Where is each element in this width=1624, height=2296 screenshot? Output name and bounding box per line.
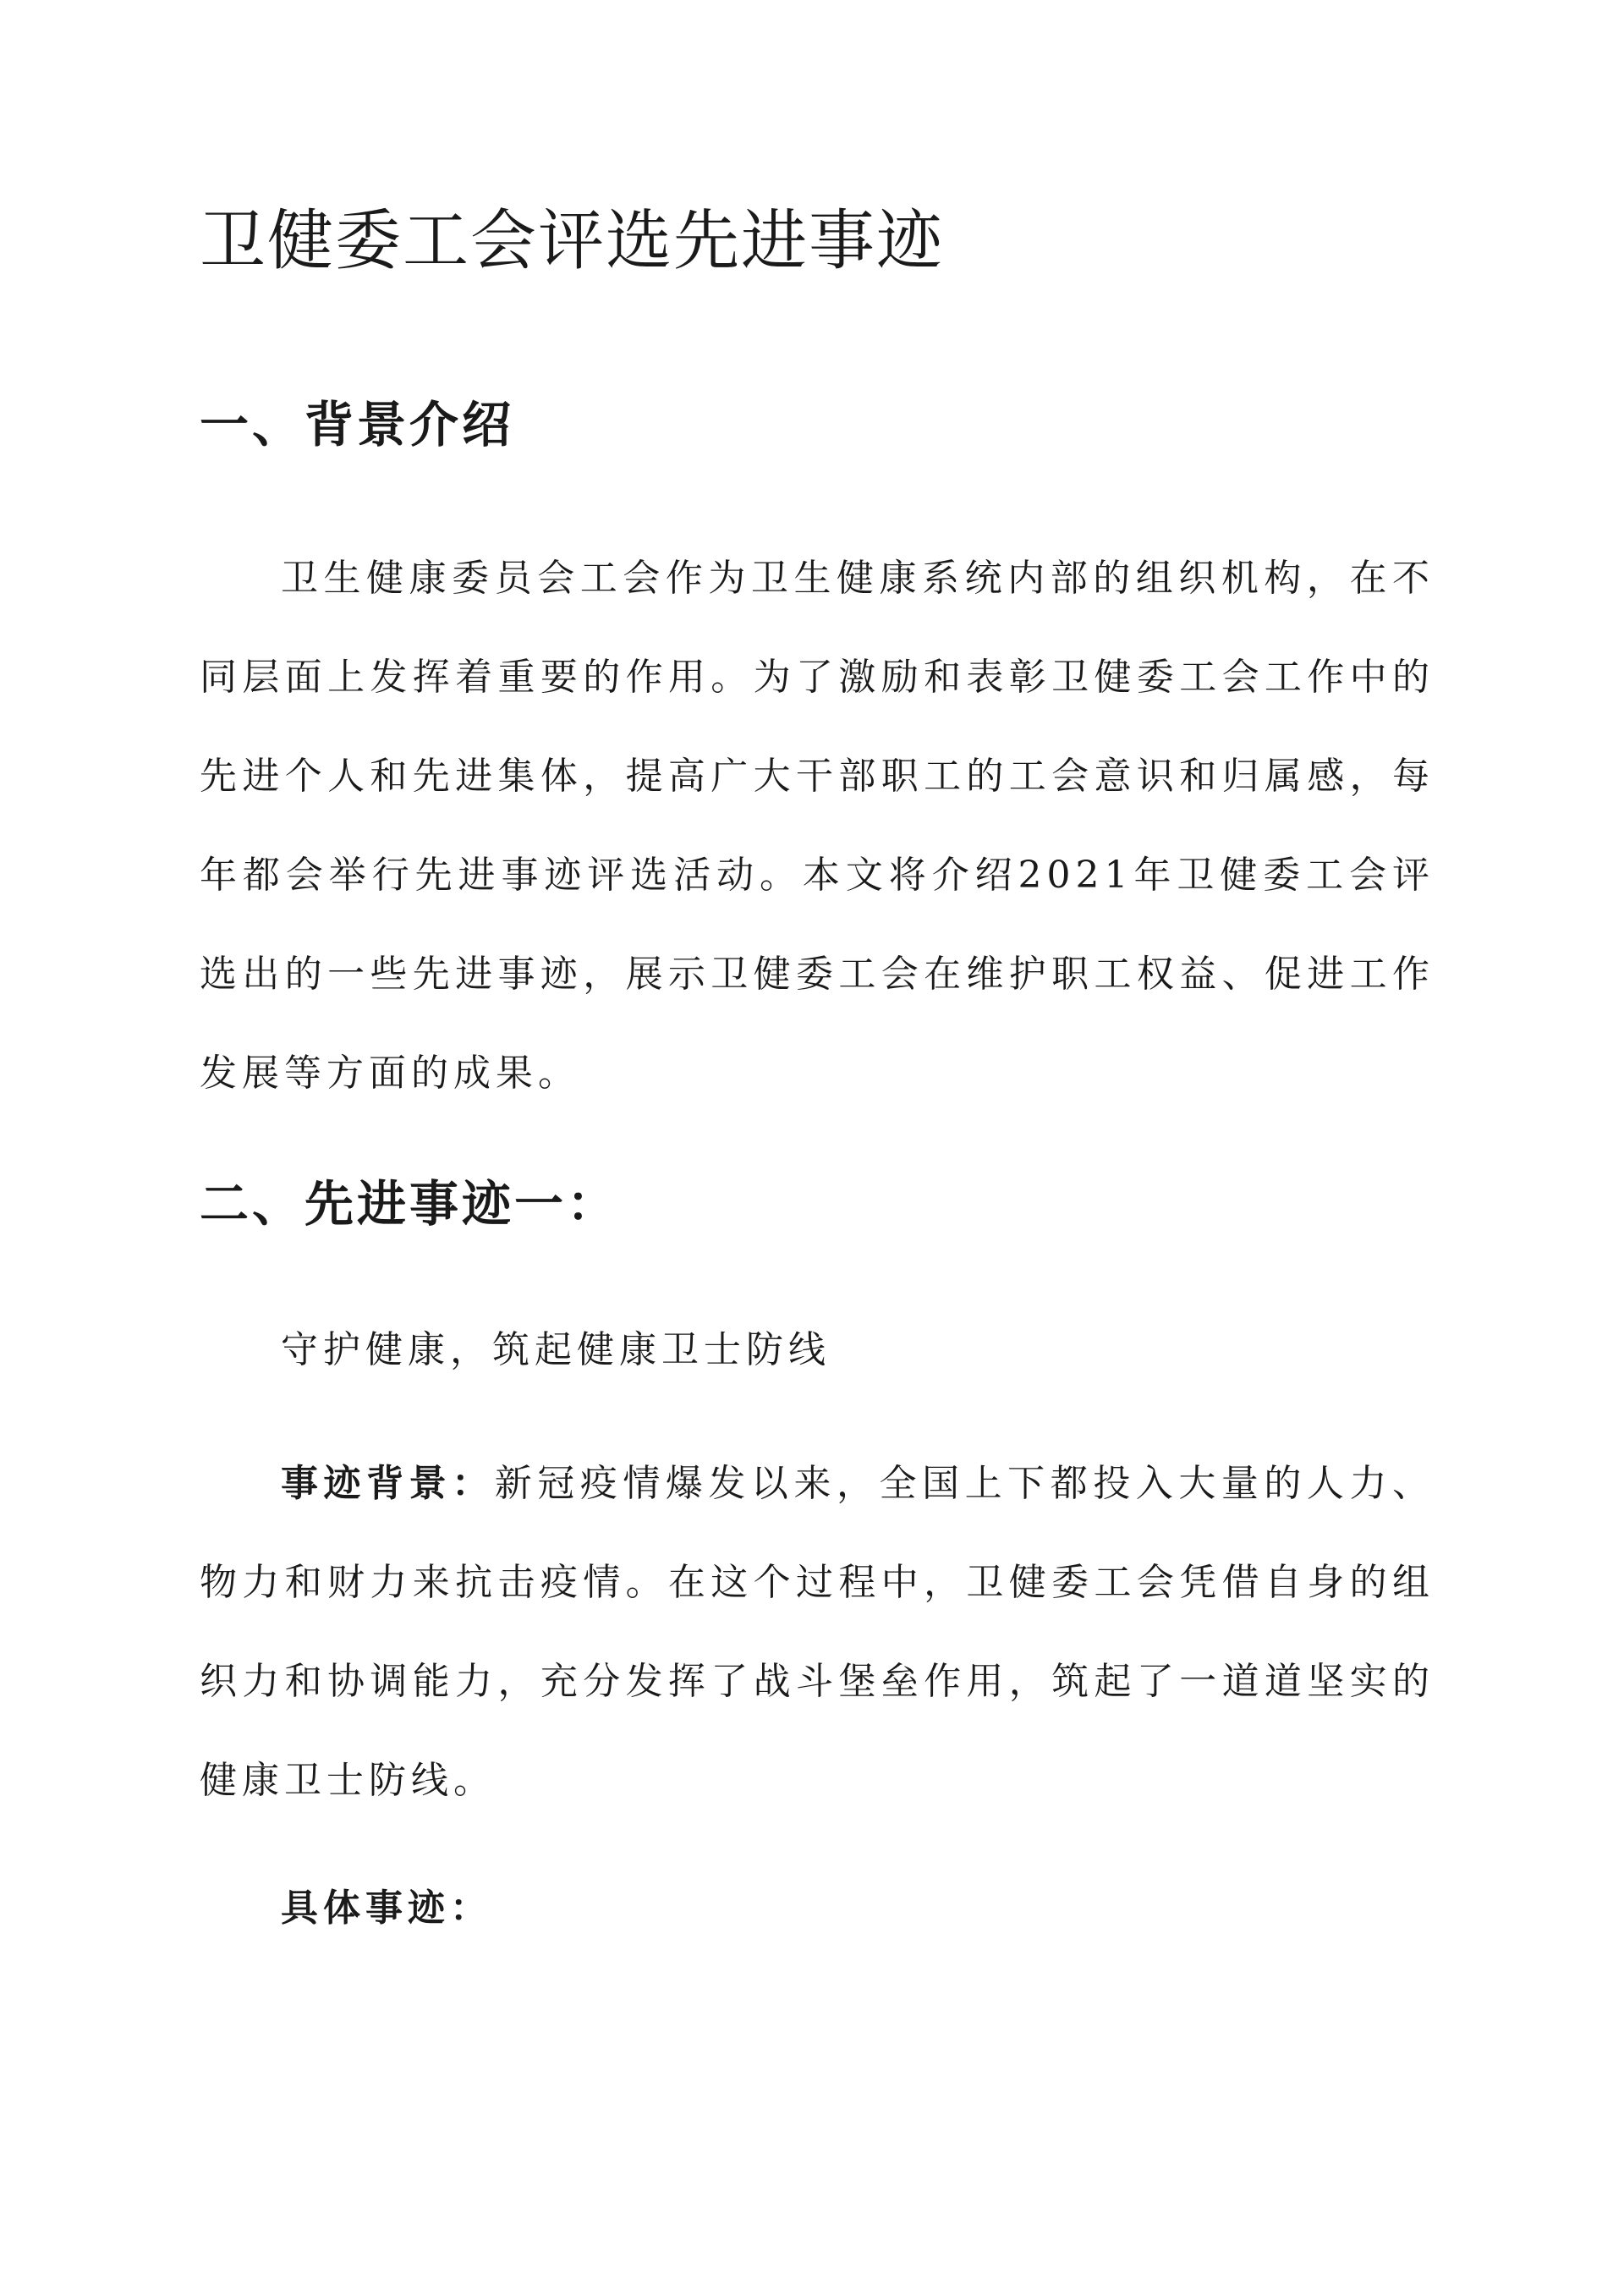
deed-one-background-label: 事迹背景：	[281, 1462, 495, 1505]
background-paragraph: 卫生健康委员会工会作为卫生健康系统内部的组织机构，在不同层面上发挥着重要的作用。为了激励和表彰卫健委工会工作中的先进个人和先进集体，提高广大干部职工的工会意识和归属感，每年都会举行先进事迹评选活动。本文将介绍2021年卫健委工会评选出的一些先进事迹，展示卫健委工会在维护职工权益、促进工作发展等方面的成果。	[200, 557, 1435, 1095]
section-heading-deed-one: 二、先进事迹一：	[200, 1175, 620, 1233]
deed-one-background-paragraph	[200, 1434, 1435, 1830]
document-title: 卫健委工会评选先进事迹	[200, 203, 945, 279]
deed-one-subtitle: 守护健康，筑起健康卫士防线	[281, 1328, 831, 1371]
deed-one-background-text: 新冠疫情爆发以来，全国上下都投入大量的人力、物力和财力来抗击疫情。在这个过程中，卫健委工会凭借自身的组织力和协调能力，充分发挥了战斗堡垒作用，筑起了一道道坚实的健康卫士防线。	[200, 1462, 1435, 1802]
section-heading-background: 一、背景介绍	[200, 396, 515, 453]
deed-one-details-label: 具体事迹：	[281, 1887, 492, 1930]
deed-one-details-paragraph	[200, 1859, 1435, 1958]
